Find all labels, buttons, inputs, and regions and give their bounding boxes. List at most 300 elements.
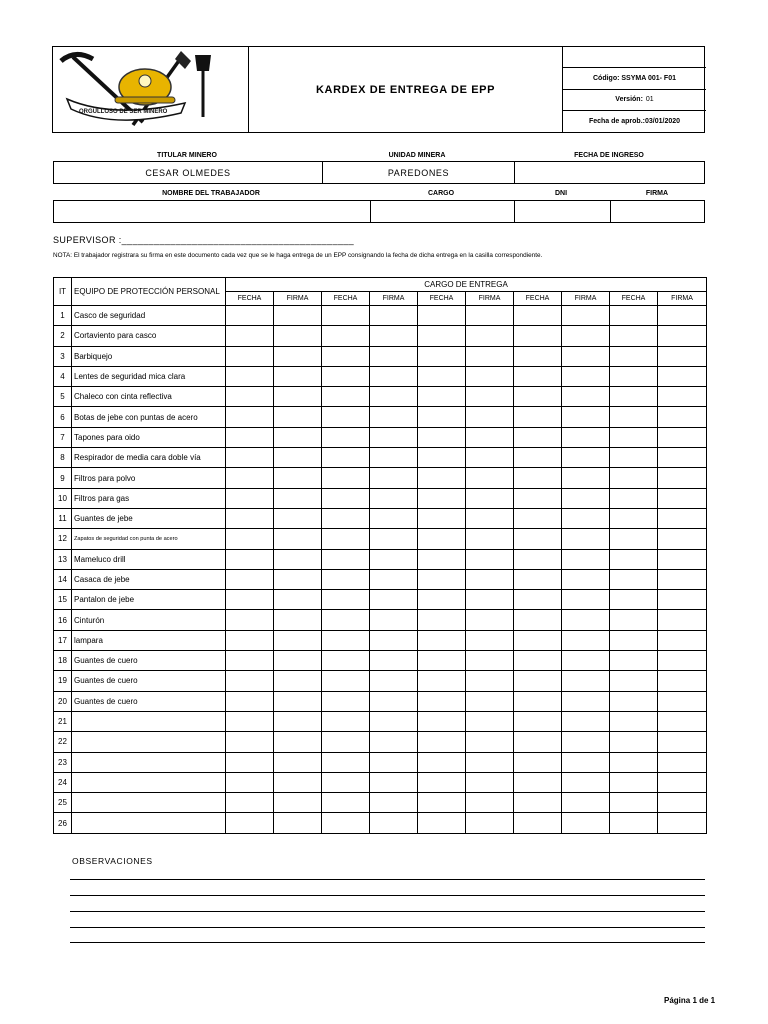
fecha-cell[interactable]	[610, 813, 658, 833]
firma-cell[interactable]	[370, 671, 418, 691]
firma-cell[interactable]	[274, 651, 322, 671]
firma-cell[interactable]	[370, 610, 418, 630]
firma-cell[interactable]	[274, 366, 322, 386]
table-row	[54, 366, 707, 386]
firma-cell[interactable]	[658, 590, 707, 610]
firma-cell[interactable]	[562, 691, 610, 711]
equipment-name: Cinturón	[72, 610, 226, 630]
fecha-cell[interactable]	[226, 772, 274, 792]
fecha-cell[interactable]	[226, 508, 274, 528]
fecha-cell[interactable]	[322, 387, 370, 407]
fecha-cell[interactable]	[226, 793, 274, 813]
firma-cell[interactable]	[466, 326, 514, 346]
titular-value[interactable]: CESAR OLMEDES	[145, 167, 231, 178]
row-number: 16	[54, 610, 72, 630]
firma-cell[interactable]	[370, 508, 418, 528]
fecha-cell[interactable]	[418, 387, 466, 407]
firma-cell[interactable]	[274, 590, 322, 610]
firma-cell[interactable]	[274, 772, 322, 792]
firma-cell[interactable]	[466, 711, 514, 731]
fecha-cell[interactable]	[610, 569, 658, 589]
firma-cell[interactable]	[466, 387, 514, 407]
firma-cell[interactable]	[466, 671, 514, 691]
row-number: 9	[54, 468, 72, 488]
fecha-cell[interactable]	[418, 407, 466, 427]
equipment-name: Guantes de cuero	[72, 671, 226, 691]
fecha-cell[interactable]	[610, 793, 658, 813]
fecha-cell[interactable]	[226, 407, 274, 427]
fecha-column-header: FECHA	[418, 292, 466, 306]
fecha-cell[interactable]	[514, 772, 562, 792]
fecha-cell[interactable]	[418, 508, 466, 528]
fecha-cell[interactable]	[322, 529, 370, 549]
fecha-cell[interactable]	[514, 630, 562, 650]
firma-cell[interactable]	[466, 549, 514, 569]
firma-cell[interactable]	[658, 306, 707, 326]
firma-cell[interactable]	[658, 427, 707, 447]
firma-cell[interactable]	[370, 427, 418, 447]
equipment-name: Filtros para polvo	[72, 468, 226, 488]
firma-cell[interactable]	[274, 630, 322, 650]
firma-cell[interactable]	[658, 772, 707, 792]
firma-cell[interactable]	[466, 590, 514, 610]
fecha-cell[interactable]	[514, 508, 562, 528]
fecha-cell[interactable]	[514, 813, 562, 833]
fecha-cell[interactable]	[514, 711, 562, 731]
firma-cell[interactable]	[562, 488, 610, 508]
firma-cell[interactable]	[466, 610, 514, 630]
firma-cell[interactable]	[370, 732, 418, 752]
firma-cell[interactable]	[658, 793, 707, 813]
firma-cell[interactable]	[562, 306, 610, 326]
firma-cell[interactable]	[466, 529, 514, 549]
fecha-cell[interactable]	[514, 610, 562, 630]
table-row	[54, 793, 707, 813]
fecha-cell[interactable]	[226, 691, 274, 711]
firma-cell[interactable]	[562, 468, 610, 488]
firma-cell[interactable]	[466, 651, 514, 671]
fecha-column-header: FECHA	[514, 292, 562, 306]
firma-cell[interactable]	[274, 711, 322, 731]
firma-cell[interactable]	[658, 651, 707, 671]
equipment-name: Filtros para gas	[72, 488, 226, 508]
firma-cell[interactable]	[466, 691, 514, 711]
fecha-cell[interactable]	[514, 569, 562, 589]
row-number: 26	[54, 813, 72, 833]
fecha-cell[interactable]	[418, 366, 466, 386]
fecha-cell[interactable]	[226, 630, 274, 650]
fecha-cell[interactable]	[322, 691, 370, 711]
firma-cell[interactable]	[658, 671, 707, 691]
firma-cell[interactable]	[466, 346, 514, 366]
firma-cell[interactable]	[274, 346, 322, 366]
fecha-cell[interactable]	[514, 387, 562, 407]
firma-cell[interactable]	[562, 407, 610, 427]
fecha-cell[interactable]	[610, 448, 658, 468]
fecha-cell[interactable]	[322, 752, 370, 772]
firma-cell[interactable]	[370, 468, 418, 488]
cargo-entrega-header: CARGO DE ENTREGA	[226, 278, 707, 292]
fecha-cell[interactable]	[610, 306, 658, 326]
table-row	[54, 732, 707, 752]
fecha-cell[interactable]	[418, 630, 466, 650]
fecha-cell[interactable]	[226, 306, 274, 326]
firma-cell[interactable]	[658, 569, 707, 589]
fecha-cell[interactable]	[226, 427, 274, 447]
firma-cell[interactable]	[370, 813, 418, 833]
firma-cell[interactable]	[562, 549, 610, 569]
firma-cell[interactable]	[562, 590, 610, 610]
firma-cell[interactable]	[658, 468, 707, 488]
fecha-cell[interactable]	[226, 732, 274, 752]
firma-cell[interactable]	[562, 772, 610, 792]
firma-cell[interactable]	[562, 630, 610, 650]
fecha-cell[interactable]	[322, 407, 370, 427]
firma-cell[interactable]	[370, 326, 418, 346]
fecha-cell[interactable]	[322, 630, 370, 650]
fecha-cell[interactable]	[322, 366, 370, 386]
firma-cell[interactable]	[658, 813, 707, 833]
firma-cell[interactable]	[466, 813, 514, 833]
firma-cell[interactable]	[370, 488, 418, 508]
equipment-name	[72, 752, 226, 772]
firma-cell[interactable]	[466, 630, 514, 650]
fecha-cell[interactable]	[610, 387, 658, 407]
firma-cell[interactable]	[562, 793, 610, 813]
fecha-cell[interactable]	[514, 732, 562, 752]
cargo-value[interactable]	[370, 201, 514, 222]
fecha-cell[interactable]	[514, 407, 562, 427]
firma-cell[interactable]	[658, 387, 707, 407]
firma-cell[interactable]	[466, 468, 514, 488]
fecha-cell[interactable]	[610, 630, 658, 650]
firma-cell[interactable]	[562, 569, 610, 589]
fecha-cell[interactable]	[610, 508, 658, 528]
fecha-cell[interactable]	[226, 610, 274, 630]
fecha-cell[interactable]	[322, 732, 370, 752]
fecha-cell[interactable]	[322, 488, 370, 508]
fecha-cell[interactable]	[418, 691, 466, 711]
firma-cell[interactable]	[274, 326, 322, 346]
fecha-cell[interactable]	[418, 610, 466, 630]
firma-cell[interactable]	[466, 752, 514, 772]
row-number: 5	[54, 387, 72, 407]
fecha-cell[interactable]	[610, 691, 658, 711]
fecha-cell[interactable]	[418, 306, 466, 326]
fecha-cell[interactable]	[514, 427, 562, 447]
fecha-cell[interactable]	[514, 793, 562, 813]
fecha-ingreso-value[interactable]	[514, 162, 704, 183]
unidad-value[interactable]: PAREDONES	[322, 162, 514, 183]
firma-cell[interactable]	[466, 448, 514, 468]
fecha-cell[interactable]	[514, 488, 562, 508]
firma-cell[interactable]	[274, 671, 322, 691]
firma-cell[interactable]	[274, 488, 322, 508]
firma-cell[interactable]	[562, 508, 610, 528]
firma-cell[interactable]	[370, 630, 418, 650]
firma-cell[interactable]	[658, 711, 707, 731]
firma-cell[interactable]	[274, 387, 322, 407]
fecha-cell[interactable]	[418, 326, 466, 346]
fecha-cell[interactable]	[418, 651, 466, 671]
fecha-cell[interactable]	[226, 488, 274, 508]
firma-cell[interactable]	[466, 427, 514, 447]
firma-cell[interactable]	[274, 407, 322, 427]
fecha-cell[interactable]	[514, 691, 562, 711]
firma-value[interactable]	[610, 201, 704, 222]
fecha-cell[interactable]	[226, 752, 274, 772]
fecha-cell[interactable]	[226, 590, 274, 610]
firma-cell[interactable]	[274, 732, 322, 752]
firma-cell[interactable]	[274, 752, 322, 772]
fecha-cell[interactable]	[514, 326, 562, 346]
fecha-cell[interactable]	[226, 813, 274, 833]
firma-cell[interactable]	[658, 549, 707, 569]
info-row-2	[53, 200, 705, 223]
fecha-cell[interactable]	[226, 529, 274, 549]
firma-cell[interactable]	[658, 508, 707, 528]
fecha-column-header: FECHA	[610, 292, 658, 306]
fecha-cell[interactable]	[322, 610, 370, 630]
fecha-cell[interactable]	[322, 508, 370, 528]
firma-cell[interactable]	[274, 569, 322, 589]
fecha-cell[interactable]	[610, 346, 658, 366]
firma-cell[interactable]	[370, 549, 418, 569]
firma-cell[interactable]	[370, 387, 418, 407]
fecha-cell[interactable]	[610, 711, 658, 731]
firma-cell[interactable]	[658, 529, 707, 549]
firma-cell[interactable]	[658, 407, 707, 427]
fecha-cell[interactable]	[610, 752, 658, 772]
fecha-cell[interactable]	[226, 468, 274, 488]
equipo-header: EQUIPO DE PROTECCIÓN PERSONAL	[72, 278, 226, 306]
firma-cell[interactable]	[562, 752, 610, 772]
fecha-cell[interactable]	[514, 651, 562, 671]
firma-cell[interactable]	[466, 407, 514, 427]
fecha-cell[interactable]	[322, 326, 370, 346]
firma-cell[interactable]	[370, 366, 418, 386]
firma-cell[interactable]	[466, 772, 514, 792]
fecha-cell[interactable]	[610, 590, 658, 610]
firma-cell[interactable]	[562, 813, 610, 833]
firma-cell[interactable]	[274, 427, 322, 447]
firma-cell[interactable]	[658, 732, 707, 752]
firma-cell[interactable]	[562, 346, 610, 366]
firma-cell[interactable]	[562, 448, 610, 468]
observation-line[interactable]	[70, 911, 705, 912]
fecha-cell[interactable]	[610, 468, 658, 488]
firma-cell[interactable]	[370, 590, 418, 610]
firma-cell[interactable]	[466, 306, 514, 326]
fecha-cell[interactable]	[226, 671, 274, 691]
firma-cell[interactable]	[658, 448, 707, 468]
firma-cell[interactable]	[658, 691, 707, 711]
firma-cell[interactable]	[370, 752, 418, 772]
firma-cell[interactable]	[658, 326, 707, 346]
page-number: Página 1 de 1	[664, 996, 716, 1005]
firma-cell[interactable]	[370, 407, 418, 427]
it-header: IT	[54, 278, 72, 306]
fecha-cell[interactable]	[322, 671, 370, 691]
firma-column-header: FIRMA	[466, 292, 514, 306]
fecha-cell[interactable]	[418, 488, 466, 508]
fecha-cell[interactable]	[418, 569, 466, 589]
row-number: 21	[54, 711, 72, 731]
fecha-cell[interactable]	[418, 549, 466, 569]
firma-cell[interactable]	[274, 448, 322, 468]
fecha-cell[interactable]	[418, 793, 466, 813]
dni-value[interactable]	[514, 201, 610, 222]
table-row	[54, 407, 707, 427]
observation-line[interactable]	[70, 927, 705, 928]
fecha-cell[interactable]	[514, 549, 562, 569]
fecha-cell[interactable]	[322, 590, 370, 610]
fecha-cell[interactable]	[514, 671, 562, 691]
firma-cell[interactable]	[562, 326, 610, 346]
firma-cell[interactable]	[466, 793, 514, 813]
fecha-cell[interactable]	[418, 732, 466, 752]
firma-cell[interactable]	[370, 793, 418, 813]
firma-cell[interactable]	[658, 346, 707, 366]
fecha-cell[interactable]	[322, 813, 370, 833]
firma-cell[interactable]	[562, 671, 610, 691]
fecha-cell[interactable]	[226, 711, 274, 731]
fecha-cell[interactable]	[610, 529, 658, 549]
firma-cell[interactable]	[562, 711, 610, 731]
fecha-cell[interactable]	[610, 772, 658, 792]
fecha-cell[interactable]	[418, 590, 466, 610]
fecha-cell[interactable]	[226, 448, 274, 468]
firma-cell[interactable]	[370, 346, 418, 366]
fecha-cell[interactable]	[418, 346, 466, 366]
firma-cell[interactable]	[658, 610, 707, 630]
fecha-cell[interactable]	[226, 651, 274, 671]
fecha-cell[interactable]	[226, 326, 274, 346]
firma-cell[interactable]	[370, 529, 418, 549]
fecha-cell[interactable]	[514, 529, 562, 549]
fecha-cell[interactable]	[226, 346, 274, 366]
fecha-cell[interactable]	[514, 306, 562, 326]
firma-cell[interactable]	[658, 366, 707, 386]
firma-cell[interactable]	[466, 569, 514, 589]
fecha-cell[interactable]	[322, 793, 370, 813]
observation-line[interactable]	[70, 942, 705, 943]
firma-cell[interactable]	[658, 752, 707, 772]
firma-cell[interactable]	[274, 691, 322, 711]
fecha-cell[interactable]	[418, 427, 466, 447]
fecha-cell[interactable]	[418, 752, 466, 772]
firma-cell[interactable]	[466, 508, 514, 528]
unidad-label: UNIDAD MINERA	[388, 152, 446, 159]
fecha-cell[interactable]	[418, 529, 466, 549]
nombre-value[interactable]	[54, 201, 370, 222]
fecha-cell[interactable]	[322, 772, 370, 792]
firma-cell[interactable]	[466, 732, 514, 752]
fecha-cell[interactable]	[610, 610, 658, 630]
observation-line[interactable]	[70, 895, 705, 896]
firma-cell[interactable]	[370, 569, 418, 589]
fecha-cell[interactable]	[610, 488, 658, 508]
fecha-cell[interactable]	[610, 407, 658, 427]
firma-cell[interactable]	[370, 711, 418, 731]
observation-line[interactable]	[70, 879, 705, 880]
fecha-cell[interactable]	[610, 366, 658, 386]
firma-cell[interactable]	[274, 468, 322, 488]
firma-cell[interactable]	[658, 488, 707, 508]
fecha-cell[interactable]	[322, 468, 370, 488]
fecha-cell[interactable]	[226, 366, 274, 386]
fecha-cell[interactable]	[418, 448, 466, 468]
fecha-cell[interactable]	[322, 569, 370, 589]
fecha-cell[interactable]	[610, 671, 658, 691]
fecha-cell[interactable]	[418, 772, 466, 792]
fecha-cell[interactable]	[514, 346, 562, 366]
firma-cell[interactable]	[466, 366, 514, 386]
firma-cell[interactable]	[562, 610, 610, 630]
fecha-cell[interactable]	[322, 427, 370, 447]
firma-cell[interactable]	[562, 427, 610, 447]
firma-cell[interactable]	[562, 529, 610, 549]
fecha-cell[interactable]	[226, 387, 274, 407]
fecha-cell[interactable]	[418, 711, 466, 731]
firma-cell[interactable]	[370, 772, 418, 792]
firma-cell[interactable]	[274, 793, 322, 813]
fecha-cell[interactable]	[322, 549, 370, 569]
fecha-cell[interactable]	[418, 813, 466, 833]
fecha-cell[interactable]	[322, 711, 370, 731]
fecha-cell[interactable]	[322, 448, 370, 468]
firma-cell[interactable]	[274, 529, 322, 549]
firma-cell[interactable]	[274, 306, 322, 326]
fecha-cell[interactable]	[514, 752, 562, 772]
fecha-cell[interactable]	[418, 671, 466, 691]
firma-cell[interactable]	[274, 813, 322, 833]
fecha-cell[interactable]	[514, 590, 562, 610]
firma-cell[interactable]	[370, 306, 418, 326]
firma-cell[interactable]	[562, 651, 610, 671]
fecha-cell[interactable]	[226, 569, 274, 589]
firma-cell[interactable]	[274, 610, 322, 630]
firma-cell[interactable]	[658, 630, 707, 650]
fecha-cell[interactable]	[610, 326, 658, 346]
firma-cell[interactable]	[370, 448, 418, 468]
fecha-cell[interactable]	[610, 549, 658, 569]
fecha-cell[interactable]	[610, 427, 658, 447]
row-number: 12	[54, 529, 72, 549]
firma-cell[interactable]	[274, 508, 322, 528]
equipment-name: lampara	[72, 630, 226, 650]
fecha-cell[interactable]	[322, 306, 370, 326]
fecha-cell[interactable]	[610, 732, 658, 752]
fecha-cell[interactable]	[322, 651, 370, 671]
fecha-cell[interactable]	[322, 346, 370, 366]
firma-cell[interactable]	[370, 651, 418, 671]
firma-cell[interactable]	[466, 488, 514, 508]
firma-cell[interactable]	[562, 366, 610, 386]
firma-cell[interactable]	[562, 387, 610, 407]
fecha-cell[interactable]	[514, 448, 562, 468]
fecha-cell[interactable]	[514, 468, 562, 488]
firma-cell[interactable]	[370, 691, 418, 711]
firma-cell[interactable]	[274, 549, 322, 569]
fecha-cell[interactable]	[226, 549, 274, 569]
firma-cell[interactable]	[562, 732, 610, 752]
fecha-cell[interactable]	[610, 651, 658, 671]
table-row	[54, 752, 707, 772]
fecha-cell[interactable]	[418, 468, 466, 488]
fecha-cell[interactable]	[514, 366, 562, 386]
supervisor-line[interactable]: SUPERVISOR :___________________________________________	[53, 235, 355, 245]
